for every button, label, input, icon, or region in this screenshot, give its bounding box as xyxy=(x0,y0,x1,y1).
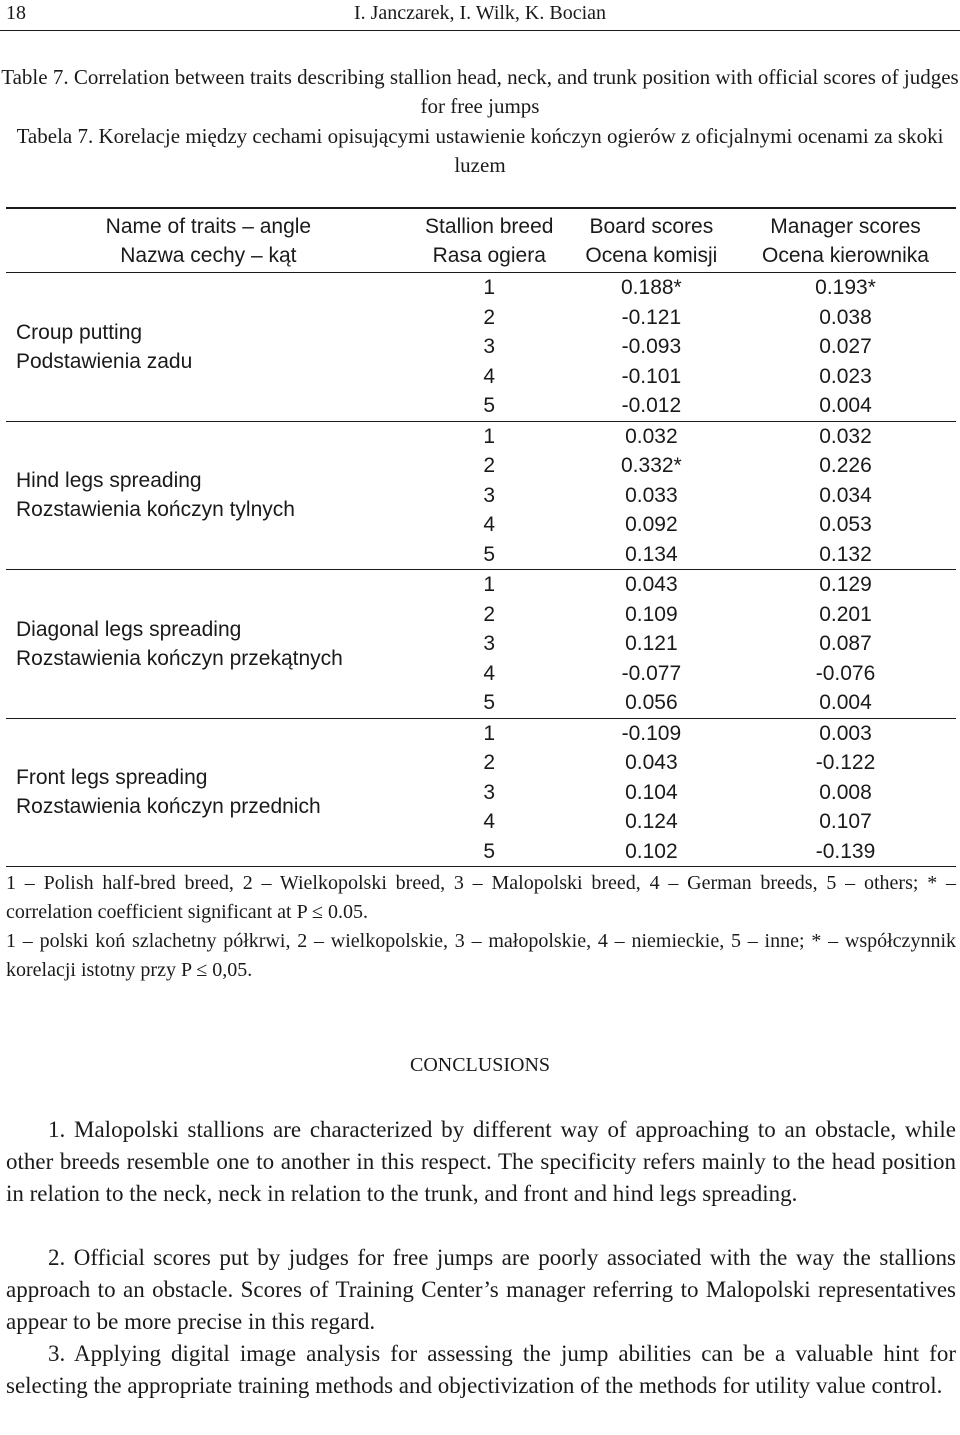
header-breed-pl: Rasa ogiera xyxy=(432,244,546,267)
table-caption-en: Table 7. Correlation between traits describing stallion head, neck, and trunk position with official scores of judges for free jumps xyxy=(1,65,959,118)
manager-value: 0.053 xyxy=(819,513,872,536)
board-value: 0.033 xyxy=(625,483,678,507)
breed-value: 4 xyxy=(483,810,496,833)
board-column xyxy=(568,421,735,570)
table-body xyxy=(6,273,956,867)
trait-name-pl: Rozstawienia kończyn przekątnych xyxy=(16,646,343,670)
manager-column xyxy=(735,421,956,570)
board-value: -0.077 xyxy=(621,661,682,685)
breed-column xyxy=(411,421,568,570)
board-value: 0.109 xyxy=(625,602,678,626)
running-head xyxy=(0,0,960,28)
board-value: -0.101 xyxy=(621,364,682,388)
board-value: -0.093 xyxy=(621,335,682,358)
conclusion-text-3: 3. Applying digital image analysis for assessing the jump abilities can be a valuable hint for selecting the appropriate training methods and objectivization of the methods for utility value control. xyxy=(6,1341,956,1398)
breed-value: 1 xyxy=(483,424,496,448)
board-value: 0.332* xyxy=(621,454,682,477)
manager-value: 0.004 xyxy=(819,691,872,714)
manager-column xyxy=(735,718,956,867)
board-value: 0.102 xyxy=(625,839,678,863)
breed-value: 3 xyxy=(483,780,496,804)
manager-value: 0.129 xyxy=(819,573,872,596)
breed-value: 5 xyxy=(483,542,496,566)
breed-value: 3 xyxy=(483,632,496,655)
manager-value: 0.032 xyxy=(819,424,872,448)
table-group-hind-legs xyxy=(6,421,956,570)
conclusion-text-1: 1. Malopolski stallions are characterized by different way of approaching to an obstacle, while other breeds resemble one to another in this respect. The specificity refers mainly to the head position in relation to the neck, neck in relation to the trunk, and front and hind legs spreading. xyxy=(6,1117,956,1206)
breed-value: 2 xyxy=(483,305,496,329)
trait-name-en: Front legs spreading xyxy=(16,766,208,790)
table-group-diagonal-legs xyxy=(6,570,956,719)
manager-value: 0.201 xyxy=(819,602,872,626)
manager-value: 0.034 xyxy=(819,483,872,507)
table-legend-en: 1 – Polish half-bred breed, 2 – Wielkopolski breed, 3 – Malopolski breed, 4 – German breeds, 5 – others; * – correlation coefficient significant at P ≤ 0.05. xyxy=(6,872,956,923)
trait-cell xyxy=(6,570,411,719)
header-trait-pl: Nazwa cechy – kąt xyxy=(120,244,297,267)
breed-value: 2 xyxy=(483,454,496,477)
trait-name-en: Hind legs spreading xyxy=(16,469,202,493)
manager-value: 0.226 xyxy=(819,454,872,477)
trait-name-en: Diagonal legs spreading xyxy=(16,617,242,641)
table-header-row xyxy=(6,208,956,273)
conclusions-heading: CONCLUSIONS xyxy=(409,1054,551,1076)
header-manager xyxy=(735,208,956,273)
board-value: 0.134 xyxy=(625,542,678,566)
running-head-authors: I. Janczarek, I. Wilk, K. Bocian xyxy=(353,2,607,24)
trait-cell xyxy=(6,421,411,570)
header-trait-en: Name of traits – angle xyxy=(105,215,312,238)
board-value: 0.124 xyxy=(625,810,678,833)
table-caption-pl: Tabela 7. Korelacje między cechami opisującymi ustawienie kończyn ogierów z oficjalnymi ocenami za skoki luzem xyxy=(16,124,944,177)
breed-value: 2 xyxy=(483,751,496,774)
conclusion-paragraph-3 xyxy=(6,1338,956,1402)
table-group-front-legs xyxy=(6,718,956,867)
header-board xyxy=(568,208,735,273)
breed-value: 4 xyxy=(483,513,496,536)
breed-value: 3 xyxy=(483,335,496,358)
breed-column xyxy=(411,718,568,867)
board-column xyxy=(568,718,735,867)
conclusion-paragraph-1 xyxy=(6,1114,956,1210)
header-rule xyxy=(0,30,960,31)
manager-value: -0.076 xyxy=(815,661,876,685)
breed-value: 1 xyxy=(483,276,496,299)
header-trait xyxy=(6,208,411,273)
manager-value: 0.193* xyxy=(815,276,876,299)
board-value: 0.188* xyxy=(621,276,682,299)
trait-name-pl: Podstawienia zadu xyxy=(16,349,193,373)
trait-name-en: Croup putting xyxy=(16,320,143,344)
trait-cell xyxy=(6,273,411,422)
board-value: 0.043 xyxy=(625,751,678,774)
manager-value: -0.139 xyxy=(815,839,876,863)
header-board-en: Board scores xyxy=(589,215,714,238)
header-breed-en: Stallion breed xyxy=(425,215,554,238)
breed-value: 5 xyxy=(483,394,496,417)
table-legend-pl: 1 – polski koń szlachetny półkrwi, 2 – wielkopolskie, 3 – małopolskie, 4 – niemieckie, 5 – inne; * – współczynnik korelacji istotny przy P ≤ 0,05. xyxy=(6,930,956,981)
breed-value: 2 xyxy=(483,602,496,626)
board-value: -0.109 xyxy=(621,721,682,745)
manager-value: 0.107 xyxy=(819,810,872,833)
breed-value: 4 xyxy=(483,364,496,388)
header-manager-en: Manager scores xyxy=(770,215,921,238)
header-manager-pl: Ocena kierownika xyxy=(762,244,929,267)
header-board-pl: Ocena komisji xyxy=(585,244,718,267)
board-value: 0.032 xyxy=(625,424,678,448)
conclusion-paragraph-2 xyxy=(6,1242,956,1338)
trait-name-pl: Rozstawienia kończyn przednich xyxy=(16,795,321,819)
manager-value: -0.122 xyxy=(815,751,876,774)
manager-value: 0.027 xyxy=(819,335,872,358)
trait-name-pl: Rozstawienia kończyn tylnych xyxy=(16,498,295,522)
manager-value: 0.087 xyxy=(819,632,872,655)
board-value: -0.012 xyxy=(621,394,682,417)
breed-value: 4 xyxy=(483,661,496,685)
trait-cell xyxy=(6,718,411,867)
board-value: -0.121 xyxy=(621,305,682,329)
board-value: 0.092 xyxy=(625,513,678,536)
header-breed xyxy=(411,208,568,273)
board-value: 0.056 xyxy=(625,691,678,714)
correlation-table xyxy=(6,207,956,867)
manager-value: 0.023 xyxy=(819,364,872,388)
breed-value: 1 xyxy=(483,573,496,596)
breed-value: 5 xyxy=(483,691,496,714)
board-column xyxy=(568,570,735,719)
manager-value: 0.004 xyxy=(819,394,872,417)
breed-value: 1 xyxy=(483,721,496,745)
manager-value: 0.038 xyxy=(819,305,872,329)
board-value: 0.121 xyxy=(625,632,678,655)
manager-value: 0.003 xyxy=(819,721,872,745)
table-group-croup xyxy=(6,273,956,422)
manager-value: 0.008 xyxy=(819,780,872,804)
board-column xyxy=(568,273,735,422)
breed-column xyxy=(411,570,568,719)
manager-column xyxy=(735,273,956,422)
manager-column xyxy=(735,570,956,719)
board-value: 0.043 xyxy=(625,573,678,596)
manager-value: 0.132 xyxy=(819,542,872,566)
breed-column xyxy=(411,273,568,422)
conclusion-text-2: 2. Official scores put by judges for free jumps are poorly associated with the way the stallions approach to an obstacle. Scores of Training Center’s manager referring to Malopolski representatives appear to be more precise in this regard. xyxy=(6,1245,956,1334)
page-number: 18 xyxy=(6,2,26,24)
board-value: 0.104 xyxy=(625,780,678,804)
breed-value: 3 xyxy=(483,483,496,507)
breed-value: 5 xyxy=(483,839,496,863)
